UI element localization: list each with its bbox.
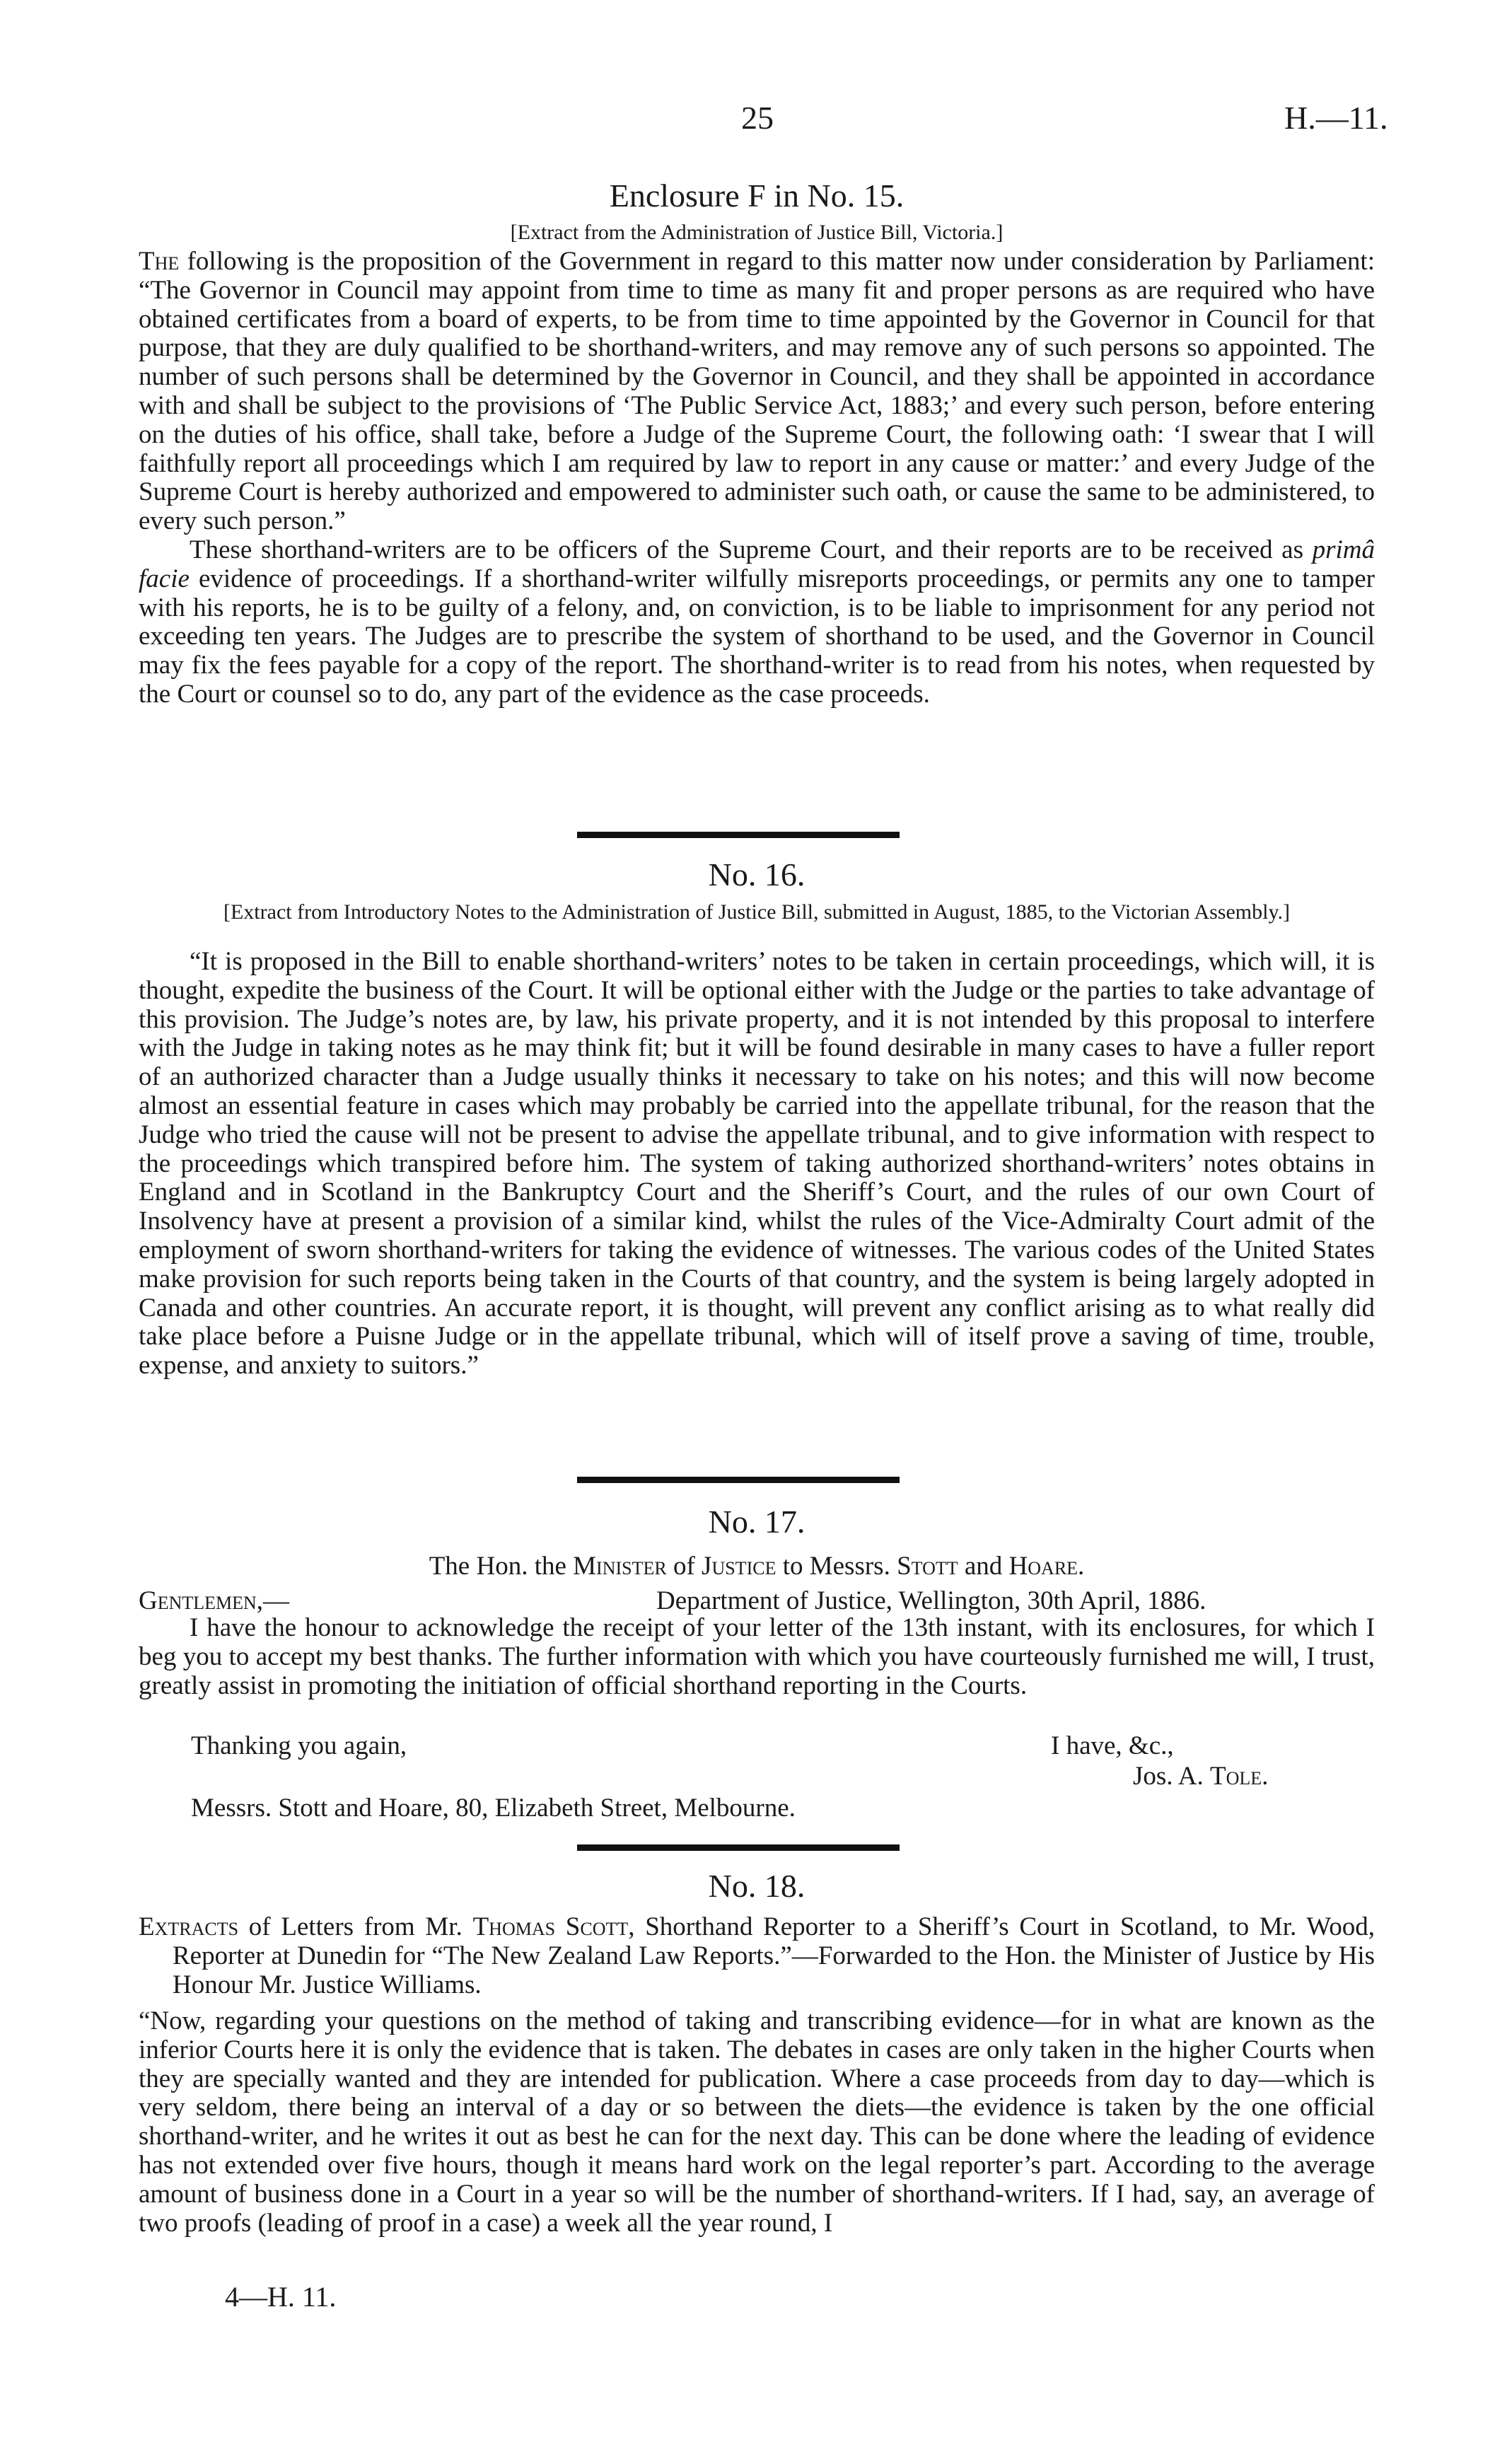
addressee: Messrs. Stott and Hoare, 80, Elizabeth Street, Melbourne.: [191, 1794, 796, 1823]
enclosure-f-paragraph-1: [139, 248, 1375, 536]
no-16-heading: No. 16.: [708, 856, 806, 893]
signature-text: Tole.: [1209, 1762, 1269, 1791]
no-17-paragraph: I have the honour to acknowledge the receipt of your letter of the 13th instant, with its enclosures, for which I beg you to accept my best thanks. The further information with which you have courteously furnished me will, I trust, greatly assist in promoting the initiation of official shorthand reporting in the Courts.: [139, 1613, 1375, 1700]
enclosure-f-heading: Enclosure F in No. 15.: [609, 178, 905, 214]
dateline: Department of Justice, Wellington, 30th April, 1886.: [656, 1586, 1206, 1615]
paragraph-text: These shorthand-writers are to be officers of the Supreme Court, and their reports are to be received as: [190, 535, 1313, 564]
subheading-text: to Messrs.: [776, 1552, 897, 1581]
no-16-paragraph: “It is proposed in the Bill to enable shorthand-writers’ notes to be taken in certain proceedings, which will, it is thought, expedite the business of the Court. It will be optional either with the Judge or the parties to take advantage of this provision. The Judge’s notes are, by law, his private property, and it is not intended by this proposal to interfere with the Judge in taking notes as he may think fit; but it will be found desirable in many cases to have a fuller report of an authorized character than a Judge usually thinks it necessary to take on his notes; and this will now become almost an essential feature in cases which may probably be carried into the appellate tribunal, for the reason that the Judge who tried the cause will not be present to advise the appellate tribunal, and to give information with respect to the proceedings which transpired before him. The system of taking authorized shorthand-writers’ notes obtains in England and in Scotland in the Bankruptcy Court and the Sheriff’s Court, and the rules of our own Court of Insolvency have at present a provision of a similar kind, whilst the rules of the Vice-Admiralty Court admit of the employment of sworn shorthand-writers for taking the evidence of witnesses. The various codes of the United States make provision for such reports being taken in the Courts of that country, and the system is being largely adopted in Canada and other countries. An accurate report, it is thought, will prevent any conflict arising as to what really did take place before a Puisne Judge or in the appellate tribunal, which will of itself prove a saving of time, trouble, expense, and anxiety to suitors.”: [139, 947, 1375, 1381]
subheading-text: Stott: [897, 1552, 958, 1581]
closing-line: I have, &c.,: [1051, 1731, 1174, 1760]
no-16-source: [Extract from Introductory Notes to the Administration of Justice Bill, submitted in August, 1885, to the Victorian Assembly.]: [223, 900, 1290, 924]
no-17-body: [139, 1614, 1375, 1700]
no-18-paragraph: “Now, regarding your questions on the method of taking and transcribing evidence—for in what are known as the inferior Courts here it is only the evidence that is taken. The debates in cases are only taken in the higher Courts when they are specially wanted and they are intended for publication. Where a case proceeds from day to day—which is very seldom, there being an interval of a day or so between the diets—the evidence is taken by the one official shorthand-writer, and he writes it out as best he can for the next day. This can be done where the leading of evidence has not extended over five hours, though it means hard work on the legal reporter’s part. According to the average amount of business done in a Court in a year so will be the number of shorthand-writers. If I had, say, an average of two proofs (leading of proof in a case) a week all the year round, I: [139, 2006, 1375, 2238]
paragraph-text: following is the proposition of the Government in regard to this matter now under consideration by Parliament: “The Governor in Council may appoint from time to time as many fit and proper persons as are required who have obtained certificates from a board of experts, to be from time to time appointed by the Governor in Council for that purpose, that they are duly qualified to be shorthand-writers, and may remove any of such persons so appointed. The number of such persons shall be determined by the Governor in Council, and they shall be appointed in accordance with and shall be subject to the provisions of ‘The Public Service Act, 1883;’ and every such person, before entering on the duties of his office, shall take, before a Judge of the Supreme Court, the following oath: ‘I swear that I will faithfully report all proceedings which I am required by law to report in any cause or matter:’ and every Judge of the Supreme Court is hereby authorized and empowered to administer such oath, or cause the same to be administered, to every such person.”: [139, 247, 1375, 536]
no-18-body: [139, 2007, 1375, 2238]
subheading-text: The Hon. the: [429, 1552, 574, 1581]
subheading-text: Hoare.: [1008, 1552, 1085, 1581]
section-divider: [577, 1844, 900, 1851]
intro-text: Thomas Scott: [472, 1912, 629, 1941]
document-reference: H.—11.: [1284, 100, 1388, 136]
enclosure-f-paragraph-2: [139, 536, 1375, 709]
no-18-heading: No. 18.: [708, 1868, 806, 1904]
enclosure-f-source: [Extract from the Administration of Justice Bill, Victoria.]: [510, 221, 1004, 244]
paragraph-text: evidence of proceedings. If a shorthand-writer wilfully misreports proceedings, or permits any one to tamper with his reports, he is to be guilty of a felony, and, on conviction, is to be liable to imprisonment for any period not exceeding ten years. The Judges are to prescribe the system of shorthand to be used, and the Governor in Council may fix the fees payable for a copy of the report. The shorthand-writer is to read from his notes, when requested by the Court or counsel so to do, any part of the evidence as the case proceeds.: [139, 564, 1375, 709]
signature-mark: 4—H. 11.: [225, 2281, 337, 2313]
signature: [1133, 1761, 1268, 1791]
no-17-subheading: [139, 1551, 1375, 1581]
no-17-heading: No. 17.: [708, 1504, 806, 1540]
subheading-text: Minister: [573, 1552, 667, 1581]
no-18-intro: [139, 1913, 1375, 1999]
section-divider: [577, 832, 900, 838]
subheading-text: and: [958, 1552, 1009, 1581]
intro-text: , Shorthand Reporter to a Sheriff’s Court in Scotland, to Mr. Wood, Reporter at Dunedin for “The New Zealand Law Reports.”—Forwarded to the Hon. the Minister of Justice by His Honour Mr. Justice Williams.: [173, 1912, 1375, 1999]
subheading-text: Justice: [702, 1552, 777, 1581]
italic-phrase: primâ facie: [139, 535, 1375, 593]
page-number: 25: [741, 100, 774, 136]
enclosure-f-body: [139, 248, 1375, 709]
signature-text: Jos. A.: [1133, 1762, 1210, 1791]
lead-word: The: [139, 247, 180, 276]
intro-text: of Letters from Mr.: [238, 1912, 473, 1941]
subheading-text: of: [666, 1552, 702, 1581]
no-18-intro-paragraph: [139, 1913, 1375, 1999]
lead-word: Extracts: [139, 1912, 239, 1941]
no-16-body: [139, 948, 1375, 1381]
salutation: Gentlemen,—: [139, 1586, 290, 1615]
thanks-line: Thanking you again,: [191, 1731, 407, 1760]
section-divider: [577, 1477, 900, 1483]
